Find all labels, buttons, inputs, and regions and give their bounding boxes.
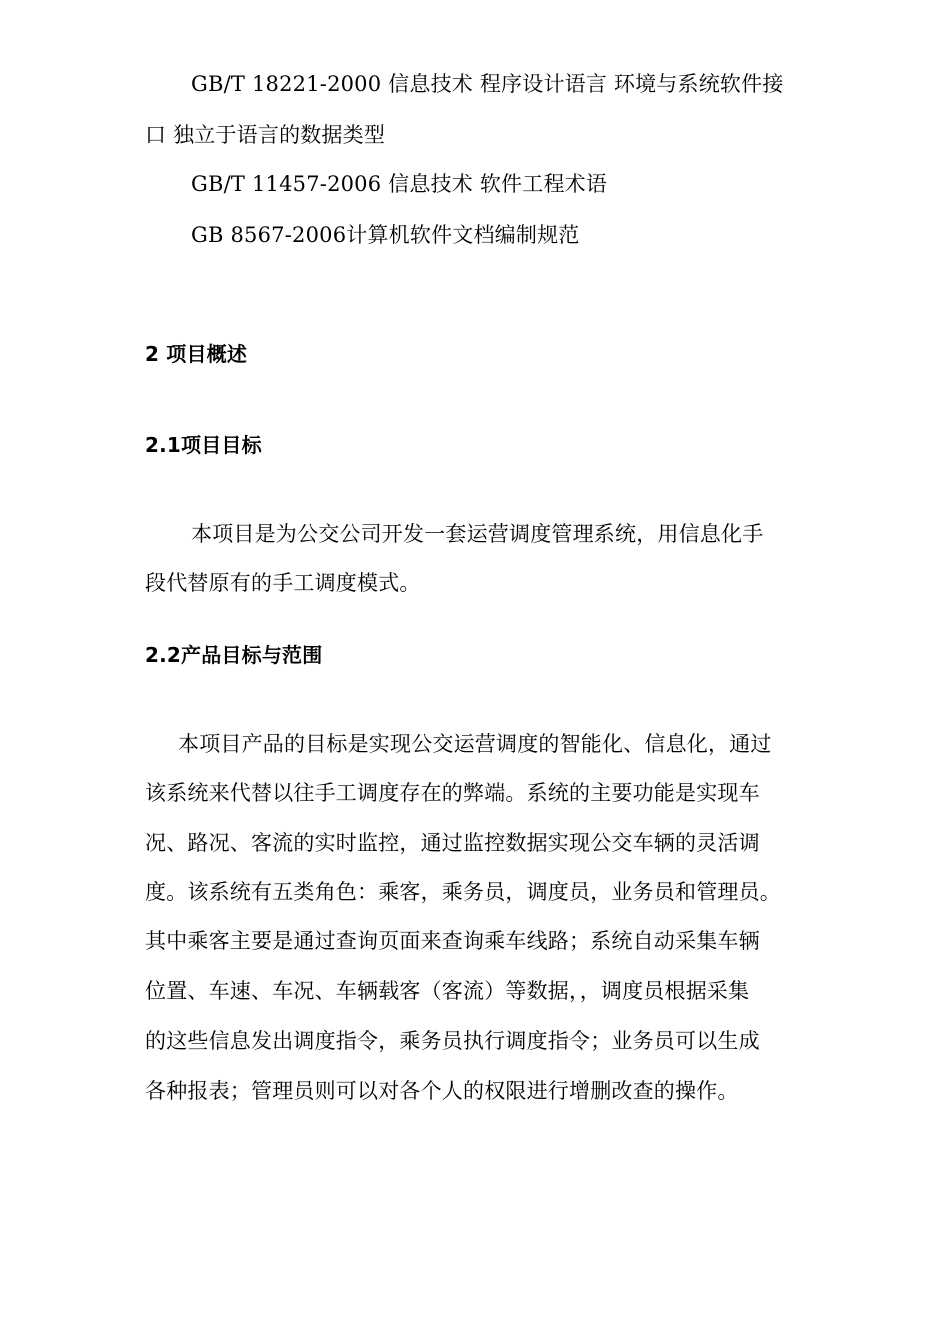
- reference-line-1-continued: 口 独立于语言的数据类型: [145, 123, 386, 147]
- reference-line-2: GB/T 11457-2006 信息技术 软件工程术语: [191, 172, 608, 196]
- paragraph-line: 段代替原有的手工调度模式。: [145, 571, 421, 595]
- paragraph-line: 况、路况、客流的实时监控，通过监控数据实现公交车辆的灵活调: [145, 831, 760, 855]
- reference-line-1: GB/T 18221-2000 信息技术 程序设计语言 环境与系统软件接: [191, 72, 784, 96]
- reference-line-3: GB 8567-2006计算机软件文档编制规范: [191, 223, 580, 247]
- paragraph-line: 该系统来代替以往手工调度存在的弊端。系统的主要功能是实现车: [145, 781, 760, 805]
- paragraph-line: 位置、车速、车况、车辆载客（客流）等数据，，调度员根据采集: [145, 979, 750, 1003]
- paragraph-line: 本项目是为公交公司开发一套运营调度管理系统，用信息化手: [191, 522, 764, 546]
- subsection-heading-goal: 2.1项目目标: [145, 433, 262, 457]
- subsection-heading-scope: 2.2产品目标与范围: [145, 643, 323, 667]
- paragraph-line: 其中乘客主要是通过查询页面来查询乘车线路；系统自动采集车辆: [145, 929, 760, 953]
- paragraph-line: 各种报表；管理员则可以对各个人的权限进行增删改查的操作。: [145, 1079, 739, 1103]
- paragraph-line: 度。该系统有五类角色：乘客，乘务员，调度员，业务员和管理员。: [145, 880, 781, 904]
- paragraph-line: 本项目产品的目标是实现公交运营调度的智能化、信息化，通过: [178, 732, 772, 756]
- section-heading: 2 项目概述: [145, 342, 248, 366]
- paragraph-line: 的这些信息发出调度指令，乘务员执行调度指令；业务员可以生成: [145, 1029, 760, 1053]
